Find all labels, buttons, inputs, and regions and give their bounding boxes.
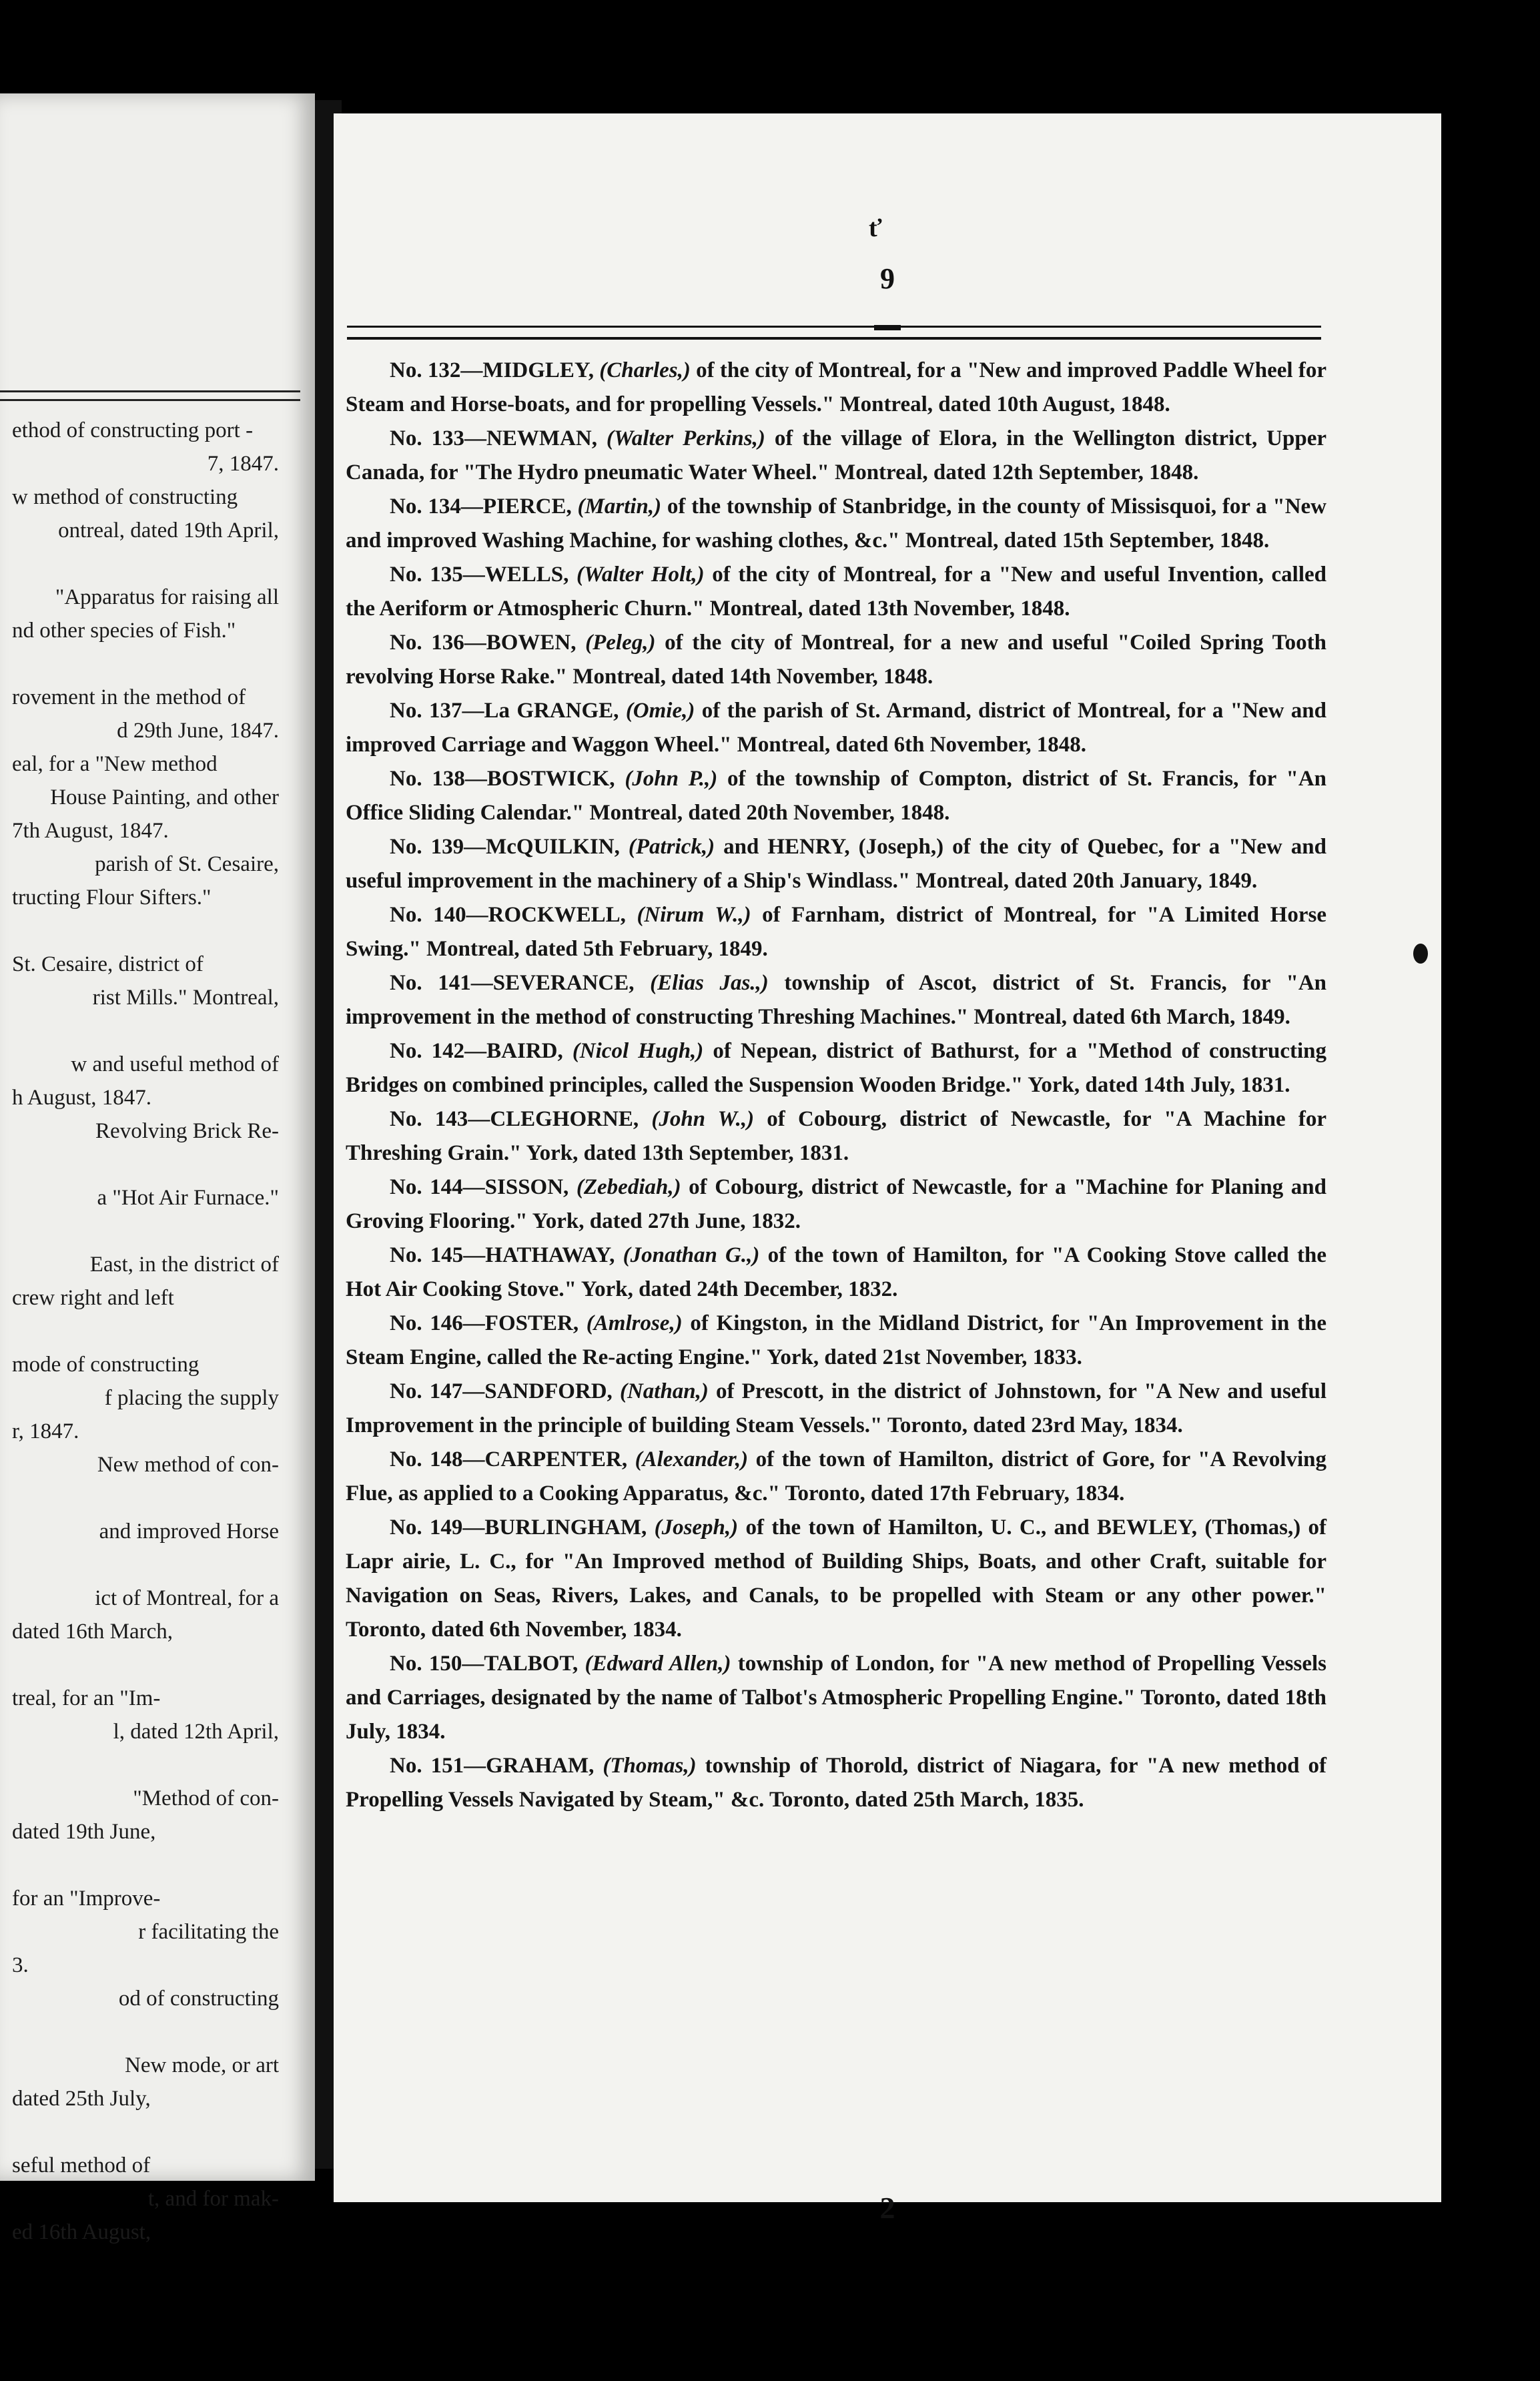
patent-entry: No. 138—BOSTWICK, (John P.,) of the township of Compton, district of St. Francis, for "An Office Sliding Calendar." Montreal, dated 20th November, 1848. bbox=[346, 767, 1327, 825]
previous-page-line: dated 16th March, bbox=[12, 1620, 173, 1644]
previous-page-line bbox=[0, 1481, 307, 1515]
previous-page-line: l, dated 12th April, bbox=[113, 1720, 279, 1744]
patent-description: of the parish of St. Armand, district of Montreal, for a "New and improved Carriage and Waggon Wheel." Montreal, dated 6th November, 1848. bbox=[346, 699, 1326, 757]
previous-page-line: "Apparatus for raising all bbox=[55, 585, 279, 609]
patent-number: No. 143 bbox=[390, 1107, 468, 1131]
patent-number: No. 150 bbox=[390, 1652, 462, 1676]
patentee-surname: SEVERANCE, bbox=[492, 971, 635, 995]
previous-page-line bbox=[0, 1215, 307, 1248]
previous-page-line bbox=[0, 1315, 307, 1348]
patentee-surname: SISSON, bbox=[484, 1175, 569, 1199]
previous-page-line: rovement in the method of bbox=[12, 685, 246, 709]
patent-description: township of London, for "A new method of Propelling Vessels and Carriages, designated by the name of Talbot's Atmospheric Propelling Engine." Toronto, dated 18th July, 1834. bbox=[346, 1652, 1327, 1744]
patentee-given-name: (Patrick,) bbox=[628, 835, 715, 859]
previous-page-line: 7th August, 1847. bbox=[12, 819, 169, 843]
previous-page-line: ethod of constructing port - bbox=[12, 418, 254, 442]
patent-number: No. 141 bbox=[390, 971, 471, 995]
patent-entry: No. 132—MIDGLEY, (Charles,) of the city of Montreal, for a "New and improved Paddle Wheel for Steam and Horse-boats, and for propelling Vessels." Montreal, dated 10th August, 1848. bbox=[346, 358, 1326, 416]
previous-page-line: seful method of bbox=[12, 2153, 151, 2177]
patentee-given-name: (John W.,) bbox=[651, 1107, 755, 1131]
previous-page-line: tructing Flour Sifters." bbox=[12, 886, 212, 910]
patentee-given-name: (Joseph,) bbox=[654, 1515, 739, 1540]
previous-page-line: eal, for a "New method bbox=[12, 752, 218, 776]
patent-number: No. 144 bbox=[390, 1175, 463, 1199]
patentee-given-name: (Peleg,) bbox=[585, 631, 656, 655]
signature-number: 2 bbox=[879, 2191, 895, 2225]
patentee-surname: FOSTER, bbox=[484, 1311, 579, 1335]
patentee-given-name: (Zebediah,) bbox=[576, 1175, 681, 1199]
patentee-given-name: (Jonathan G.,) bbox=[623, 1243, 760, 1267]
previous-page-line: 7, 1847. bbox=[207, 452, 279, 476]
previous-page-line: r, 1847. bbox=[12, 1419, 79, 1443]
previous-page-strip bbox=[0, 93, 315, 2244]
patent-number: No. 135 bbox=[390, 563, 463, 587]
patent-number: No. 145 bbox=[390, 1243, 464, 1267]
previous-page-line bbox=[0, 1014, 307, 1048]
patent-number: No. 138 bbox=[390, 767, 465, 791]
patent-description: of the township of Stanbridge, in the county of Missisquoi, for a "New and improved Washing Machine, for washing clothes, &c." Montreal, dated 15th September, 1848. bbox=[346, 494, 1326, 553]
main-page bbox=[334, 113, 1441, 2225]
patentee-surname: BURLINGHAM, bbox=[484, 1515, 647, 1540]
patent-entry: No. 146—FOSTER, (Amlrose,) of Kingston, in the Midland District, for "An Improvement in the Steam Engine, called the Re-acting Engine." York, dated 21st November, 1833. bbox=[346, 1311, 1326, 1369]
patent-description: of the city of Montreal, for a "New and improved Paddle Wheel for Steam and Horse-boats, and for propelling Vessels." Montreal, dated 10th August, 1848. bbox=[346, 358, 1326, 416]
previous-page-line: h August, 1847. bbox=[12, 1086, 152, 1110]
previous-page-rule bbox=[0, 390, 300, 401]
patent-description: of Cobourg, district of Newcastle, for "A Machine for Threshing Grain." York, dated 13th September, 1831. bbox=[346, 1107, 1327, 1165]
patentee-given-name: (Alexander,) bbox=[635, 1447, 749, 1471]
patent-number: No. 149 bbox=[390, 1515, 463, 1540]
previous-page-line bbox=[0, 1548, 307, 1582]
patent-number: No. 132 bbox=[390, 358, 461, 382]
patentee-given-name: (Nirum W.,) bbox=[637, 903, 751, 927]
patent-entry: No. 135—WELLS, (Walter Holt,) of the city of Montreal, for a "New and useful Invention, called the Aeriform or Atmospheric Churn." Montreal, dated 13th November, 1848. bbox=[346, 563, 1326, 621]
patentee-given-name: (Martin,) bbox=[577, 494, 662, 519]
patent-number: No. 148 bbox=[390, 1447, 463, 1471]
patent-description: township of Thorold, district of Niagara, for "A new method of Propelling Vessels Navigated by Steam," &c. Toronto, dated 25th March, 1835. bbox=[346, 1754, 1327, 1812]
patent-entry: No. 147—SANDFORD, (Nathan,) of Prescott, in the district of Johnstown, for "A New and useful Improvement in the principle of building Steam Vessels." Toronto, dated 23rd May, 1834. bbox=[346, 1379, 1327, 1437]
previous-page-line: rist Mills." Montreal, bbox=[92, 986, 279, 1010]
previous-page-line: East, in the district of bbox=[89, 1253, 279, 1277]
patent-entry: No. 133—NEWMAN, (Walter Perkins,) of the village of Elora, in the Wellington district, Upper Canada, for "The Hydro pneumatic Water Wheel." Montreal, dated 12th September, 1848. bbox=[346, 426, 1326, 484]
patent-list bbox=[346, 354, 1326, 1817]
patent-number: No. 147 bbox=[390, 1379, 463, 1403]
patent-entry: No. 150—TALBOT, (Edward Allen,) township of London, for "A new method of Propelling Vessels and Carriages, designated by the name of Talbot's Atmospheric Propelling Engine." Toronto, dated 18th July, 1834. bbox=[346, 1652, 1327, 1744]
patent-entry: No. 145—HATHAWAY, (Jonathan G.,) of the town of Hamilton, for "A Cooking Stove called the Hot Air Cooking Stove." York, dated 24th December, 1832. bbox=[346, 1243, 1326, 1301]
previous-page-line: r facilitating the bbox=[138, 1920, 279, 1944]
patent-description: of the village of Elora, in the Wellington district, Upper Canada, for "The Hydro pneumatic Water Wheel." Montreal, dated 12th September, 1848. bbox=[346, 426, 1326, 484]
patent-description: of the township of Compton, district of St. Francis, for "An Office Sliding Calendar." Montreal, dated 20th November, 1848. bbox=[346, 767, 1327, 825]
previous-page-line: od of constructing bbox=[118, 1987, 279, 2011]
patentee-given-name: (Walter Holt,) bbox=[576, 563, 705, 587]
ink-blot bbox=[1413, 944, 1428, 964]
previous-page-line: crew right and left bbox=[12, 1286, 174, 1310]
patentee-surname: TALBOT, bbox=[484, 1652, 579, 1676]
patent-number: No. 136 bbox=[390, 631, 464, 655]
previous-page-line bbox=[0, 647, 307, 681]
patent-number: No. 146 bbox=[390, 1311, 463, 1335]
patentee-given-name: (Nathan,) bbox=[619, 1379, 709, 1403]
previous-page-line: ict of Montreal, for a bbox=[95, 1586, 279, 1610]
patent-description: of Prescott, in the district of Johnstown, for "A New and useful Improvement in the principle of building Steam Vessels." Toronto, dated 23rd May, 1834. bbox=[346, 1379, 1327, 1437]
patent-entry: No. 139—McQUILKIN, (Patrick,) and HENRY, (Joseph,) of the city of Quebec, for a "New and useful improvement in the machinery of a Ship's Windlass." Montreal, dated 20th January, 1849. bbox=[346, 835, 1326, 893]
patentee-given-name: (Omie,) bbox=[625, 699, 695, 723]
previous-page-line: House Painting, and other bbox=[50, 785, 279, 809]
previous-page-line: treal, for an "Im- bbox=[12, 1686, 161, 1710]
previous-page-line: and improved Horse bbox=[99, 1519, 279, 1544]
patent-entry: No. 149—BURLINGHAM, (Joseph,) of the town of Hamilton, U. C., and BEWLEY, (Thomas,) of Lapr airie, L. C., for "An Improved method of Building Ships, Boats, and other Craft, suitable for Navigation on Seas, Rivers, Lakes, and Canals, to be propelled with Steam or any other power." Toronto, dated 6th November, 1834. bbox=[346, 1515, 1327, 1642]
previous-page-line: t, and for mak- bbox=[147, 2187, 279, 2211]
previous-page-line bbox=[0, 1148, 307, 1181]
patent-entry: No. 142—BAIRD, (Nicol Hugh,) of Nepean, district of Bathurst, for a "Method of constructing Bridges on combined principles, called the Suspension Wooden Bridge." York, dated 14th July, 1831. bbox=[346, 1039, 1326, 1097]
previous-page-line: New mode, or art bbox=[125, 2053, 279, 2077]
patent-number: No. 137 bbox=[390, 699, 462, 723]
previous-page-text bbox=[0, 414, 307, 2249]
patentee-surname: BOSTWICK, bbox=[486, 767, 615, 791]
patent-description: of Farnham, district of Montreal, for "A Limited Horse Swing." Montreal, dated 5th February, 1849. bbox=[346, 903, 1326, 961]
previous-page-line: dated 19th June, bbox=[12, 1820, 156, 1844]
previous-page-line: mode of constructing bbox=[12, 1353, 200, 1377]
previous-page-line: nd other species of Fish." bbox=[12, 619, 236, 643]
previous-page-line bbox=[0, 1848, 307, 1882]
patent-entry: No. 134—PIERCE, (Martin,) of the township of Stanbridge, in the county of Missisquoi, for a "New and improved Washing Machine, for washing clothes, &c." Montreal, dated 15th September, 1848. bbox=[346, 494, 1326, 553]
patent-description: of the town of Hamilton, U. C., and BEWLEY, (Thomas,) of Lapr airie, L. C., for "An Improved method of Building Ships, Boats, and other Craft, suitable for Navigation on Seas, Rivers, Lakes, and Canals, to be propelled with Steam or any other power." Toronto, dated 6th November, 1834. bbox=[346, 1515, 1327, 1642]
previous-page-line: ontreal, dated 19th April, bbox=[58, 519, 279, 543]
previous-page-line: for an "Improve- bbox=[12, 1887, 161, 1911]
previous-page-line: ed 16th August, bbox=[12, 2220, 151, 2244]
patent-description: township of Ascot, district of St. Francis, for "An improvement in the method of constructing Threshing Machines." Montreal, dated 6th March, 1849. bbox=[346, 971, 1327, 1029]
previous-page-line: a "Hot Air Furnace." bbox=[97, 1186, 279, 1210]
patent-entry: No. 148—CARPENTER, (Alexander,) of the town of Hamilton, district of Gore, for "A Revolving Flue, as applied to a Cooking Apparatus, &c." Toronto, dated 17th February, 1834. bbox=[346, 1447, 1327, 1505]
patentee-surname: BAIRD, bbox=[486, 1039, 563, 1063]
patentee-surname: CARPENTER, bbox=[484, 1447, 628, 1471]
patentee-given-name: (Edward Allen,) bbox=[585, 1652, 731, 1676]
patent-entry: No. 140—ROCKWELL, (Nirum W.,) of Farnham, district of Montreal, for "A Limited Horse Swing." Montreal, dated 5th February, 1849. bbox=[346, 903, 1326, 961]
previous-page-line: Revolving Brick Re- bbox=[95, 1119, 279, 1143]
patentee-surname: ROCKWELL, bbox=[488, 903, 626, 927]
previous-page-line: 3. bbox=[12, 1953, 29, 1977]
patent-description: of Kingston, in the Midland District, for "An Improvement in the Steam Engine, called the Re-acting Engine." York, dated 21st November, 1833. bbox=[346, 1311, 1326, 1369]
patentee-given-name: (John P.,) bbox=[625, 767, 718, 791]
header-rule bbox=[347, 326, 1321, 340]
patent-description: of the town of Hamilton, district of Gore, for "A Revolving Flue, as applied to a Cooking Apparatus, &c." Toronto, dated 17th February, 1834. bbox=[346, 1447, 1327, 1505]
patentee-surname: MIDGLEY, bbox=[482, 358, 594, 382]
patent-number: No. 134 bbox=[390, 494, 461, 519]
patentee-given-name: (Walter Perkins,) bbox=[606, 426, 765, 450]
patent-entry: No. 136—BOWEN, (Peleg,) of the city of Montreal, for a new and useful "Coiled Spring Tooth revolving Horse Rake." Montreal, dated 14th November, 1848. bbox=[346, 631, 1326, 689]
patent-description: of Nepean, district of Bathurst, for a "Method of constructing Bridges on combined principles, called the Suspension Wooden Bridge." York, dated 14th July, 1831. bbox=[346, 1039, 1326, 1097]
patent-number: No. 140 bbox=[390, 903, 466, 927]
patentee-surname: La GRANGE, bbox=[484, 699, 619, 723]
previous-page-line: dated 25th July, bbox=[12, 2087, 151, 2111]
patent-number: No. 133 bbox=[390, 426, 465, 450]
previous-page-line: w and useful method of bbox=[71, 1052, 279, 1076]
previous-page-line: d 29th June, 1847. bbox=[117, 719, 279, 743]
patent-entry: No. 144—SISSON, (Zebediah,) of Cobourg, district of Newcastle, for a "Machine for Planing and Groving Flooring." York, dated 27th June, 1832. bbox=[346, 1175, 1327, 1233]
patentee-given-name: (Charles,) bbox=[599, 358, 691, 382]
patent-description: of the town of Hamilton, for "A Cooking Stove called the Hot Air Cooking Stove." York, dated 24th December, 1832. bbox=[346, 1243, 1326, 1301]
patentee-surname: CLEGHORNE, bbox=[490, 1107, 639, 1131]
previous-page-line bbox=[0, 2115, 307, 2149]
patent-entry: No. 143—CLEGHORNE, (John W.,) of Cobourg, district of Newcastle, for "A Machine for Threshing Grain." York, dated 13th September, 1831. bbox=[346, 1107, 1327, 1165]
previous-page-line: f placing the supply bbox=[104, 1386, 279, 1410]
patent-number: No. 139 bbox=[390, 835, 464, 859]
previous-page-line bbox=[0, 1748, 307, 1782]
previous-page-line: w method of constructing bbox=[12, 485, 238, 509]
patentee-surname: WELLS, bbox=[484, 563, 569, 587]
previous-page-line: parish of St. Cesaire, bbox=[95, 852, 279, 876]
patentee-surname: HATHAWAY, bbox=[485, 1243, 615, 1267]
previous-page-line bbox=[0, 2015, 307, 2049]
patent-entry: No. 137—La GRANGE, (Omie,) of the parish of St. Armand, district of Montreal, for a "New and improved Carriage and Waggon Wheel." Montreal, dated 6th November, 1848. bbox=[346, 699, 1326, 757]
patentee-surname: PIERCE, bbox=[482, 494, 572, 519]
patentee-given-name: (Amlrose,) bbox=[586, 1311, 683, 1335]
patentee-given-name: (Nicol Hugh,) bbox=[572, 1039, 704, 1063]
patentee-given-name: (Thomas,) bbox=[603, 1754, 697, 1778]
previous-page-line bbox=[0, 547, 307, 581]
patent-description: and HENRY, (Joseph,) of the city of Quebec, for a "New and useful improvement in the machinery of a Ship's Windlass." Montreal, dated 20th January, 1849. bbox=[346, 835, 1326, 893]
patent-number: No. 142 bbox=[390, 1039, 465, 1063]
patent-description: of the city of Montreal, for a new and useful "Coiled Spring Tooth revolving Horse Rake." Montreal, dated 14th November, 1848. bbox=[346, 631, 1326, 689]
previous-page-line: New method of con- bbox=[97, 1453, 279, 1477]
patent-description: of Cobourg, district of Newcastle, for a "Machine for Planing and Groving Flooring." York, dated 27th June, 1832. bbox=[346, 1175, 1327, 1233]
patentee-surname: GRAHAM, bbox=[486, 1754, 595, 1778]
patentee-surname: McQUILKIN, bbox=[486, 835, 620, 859]
page-number: 9 bbox=[880, 262, 895, 295]
patent-number: No. 151 bbox=[390, 1754, 464, 1778]
patent-entry: No. 151—GRAHAM, (Thomas,) township of Thorold, district of Niagara, for "A new method of Propelling Vessels Navigated by Steam," &c. Toronto, dated 25th March, 1835. bbox=[346, 1754, 1327, 1812]
patentee-surname: NEWMAN, bbox=[486, 426, 597, 450]
previous-page-line bbox=[0, 1648, 307, 1682]
previous-page-line bbox=[0, 914, 307, 948]
patentee-surname: SANDFORD, bbox=[484, 1379, 613, 1403]
patentee-given-name: (Elias Jas.,) bbox=[650, 971, 769, 995]
patent-description: of the city of Montreal, for a "New and useful Invention, called the Aeriform or Atmospheric Churn." Montreal, dated 13th November, 1848. bbox=[346, 563, 1326, 621]
page-mark: ť bbox=[869, 214, 882, 242]
previous-page-line: St. Cesaire, district of bbox=[12, 952, 204, 976]
patentee-surname: BOWEN, bbox=[486, 631, 576, 655]
patent-entry: No. 141—SEVERANCE, (Elias Jas.,) township of Ascot, district of St. Francis, for "An improvement in the method of constructing Threshing Machines." Montreal, dated 6th March, 1849. bbox=[346, 971, 1327, 1029]
previous-page-line: "Method of con- bbox=[133, 1786, 279, 1810]
